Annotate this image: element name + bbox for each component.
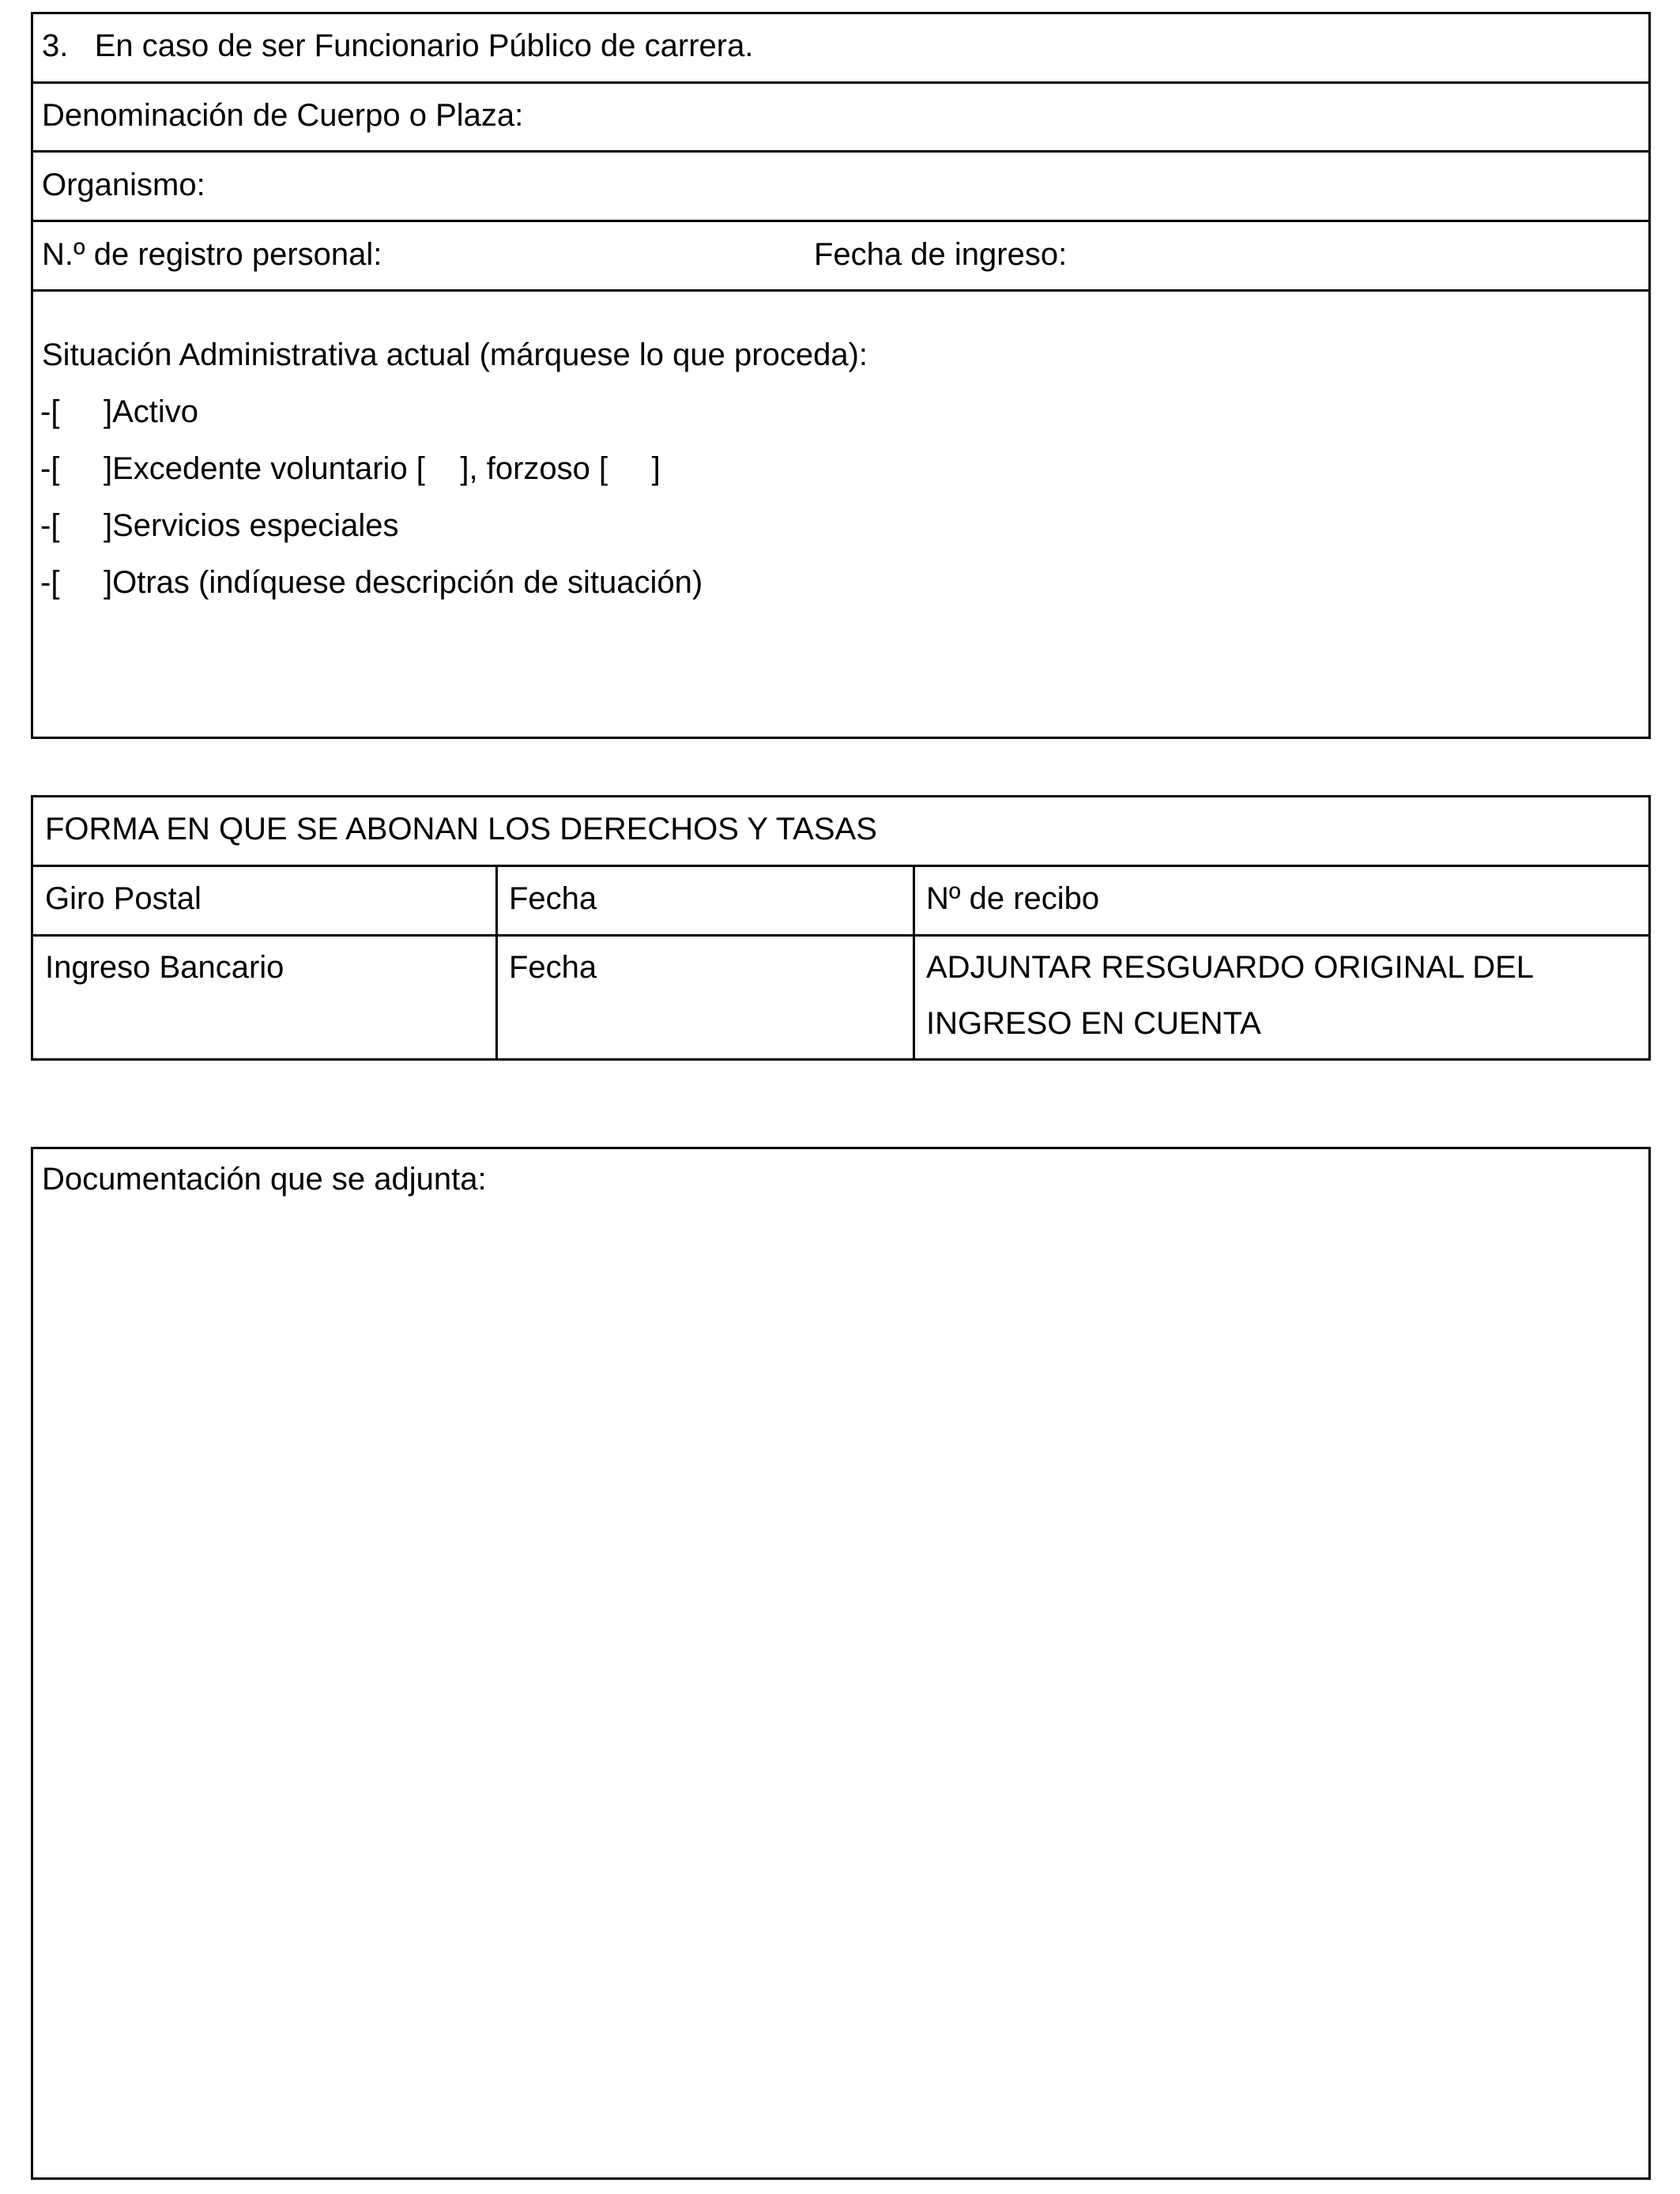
organismo-label: Organismo: [42,168,205,202]
fecha-label: Fecha [509,881,597,916]
note-line-1: ADJUNTAR RESGUARDO ORIGINAL DEL [926,950,1535,985]
situacion-heading: Situación Administrativa actual (márquese lo que proceda): [42,337,868,372]
ingreso-bancario-row [33,937,1648,1058]
organismo-row[interactable] [33,153,1648,222]
funcionario-section [31,12,1651,739]
option-excedente[interactable]: -[ ]Excedente voluntario [ ], forzoso [ ] [40,451,661,486]
option-servicios-especiales[interactable]: -[ ]Servicios especiales [40,508,399,543]
registro-row[interactable] [33,222,1648,292]
fecha-label: Fecha [509,950,597,985]
column-divider [913,867,915,1058]
registro-label: N.º de registro personal: [42,237,382,272]
giro-postal-row [33,867,1648,937]
giro-postal-label: Giro Postal [45,881,202,916]
option-otras[interactable]: -[ ]Otras (indíquese descripción de situación) [40,565,703,600]
payment-table [31,795,1651,1061]
fecha-ingreso-label: Fecha de ingreso: [814,237,1068,272]
ingreso-bancario-label: Ingreso Bancario [45,950,284,985]
option-activo[interactable]: -[ ]Activo [40,394,199,429]
cuerpo-label: Denominación de Cuerpo o Plaza: [42,98,524,133]
payment-title-row [33,797,1648,867]
column-divider [495,867,498,1058]
cuerpo-row[interactable] [33,84,1648,153]
note-line-2: INGRESO EN CUENTA [926,1006,1261,1041]
documentation-box[interactable] [31,1147,1651,2180]
payment-title: FORMA EN QUE SE ABONAN LOS DERECHOS Y TASAS [45,812,877,846]
recibo-label: Nº de recibo [926,881,1100,916]
documentation-label: Documentación que se adjunta: [42,1162,487,1197]
section-title-row [33,14,1648,84]
section-title: 3. En caso de ser Funcionario Público de carrera. [42,28,754,63]
